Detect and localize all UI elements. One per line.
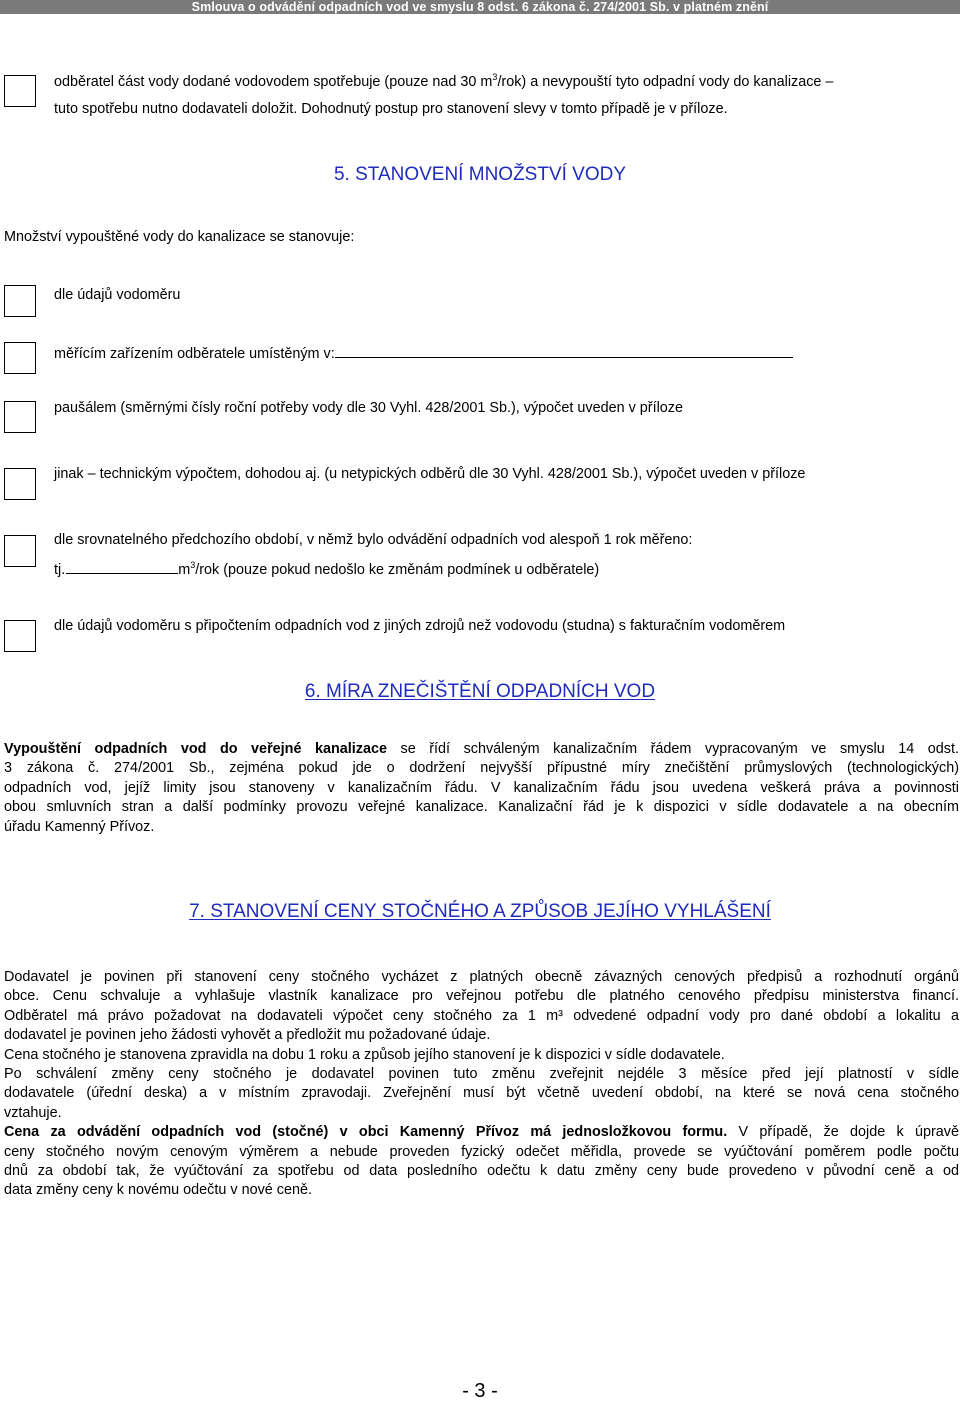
section-7-line-4-text: dodavatel je povinen jeho žádosti vyhovět a předložit mu požadované údaje. — [4, 1027, 491, 1044]
section-6-line-1-bold: Vypouštění odpadních vod do veřejné kanalizace — [4, 741, 387, 757]
section-7-line-8-text: vztahuje. — [4, 1104, 62, 1121]
section-7-line-11-text: dnů za období tak, že vyúčtování za spotřebu od data posledního odečtu k datu změny ceny bude provedeno v původní ceně a od — [4, 1163, 959, 1180]
intro-line-1-a: odběratel část vody dodané vodovodem spotřebuje (pouze nad 30 m — [54, 74, 493, 90]
option-technical-calculation: jinak – technickým výpočtem, dohodou aj. (u netypických odběrů dle 30 Vyhl. 428/2001 Sb.), výpočet uveden v příloze — [54, 466, 806, 482]
section-6-line-5: úřadu Kamenný Přívoz. — [4, 818, 155, 835]
section-6-line-1 — [4, 740, 959, 759]
section-6-line-1-text: se řídí schváleným kanalizačním řádem vypracovaným ve smyslu 14 odst. — [387, 741, 959, 757]
intro-line-1 — [54, 73, 833, 91]
section-7-line-2-text: obce. Cenu schvaluje a vyhlašuje vlastník kanalizace pro veřejnou potřebu dle platného cenového předpisu ministerstva financí. — [4, 988, 959, 1005]
section-7-line-11 — [4, 1162, 959, 1181]
section-7-line-9-bold: Cena za odvádění odpadních vod (stočné) v obci Kamenný Přívoz má jednosložkovou formu. — [4, 1124, 728, 1141]
section-7-line-9-text: V případě, že dojde k úpravě — [727, 1124, 959, 1141]
section-7-line-6 — [4, 1065, 959, 1084]
section-7-line-2 — [4, 987, 959, 1006]
option-previous-period-line-2 — [54, 559, 599, 579]
option-customer-meter — [54, 343, 793, 363]
section-7-line-5-text: Cena stočného je stanovena zpravidla na dobu 1 roku a způsob jejího stanovení je k dispozici v sídle dodavatele. — [4, 1046, 725, 1063]
section-5-title: 5. STANOVENÍ MNOŽSTVÍ VODY — [333, 164, 627, 185]
checkbox-technical-calculation[interactable] — [4, 468, 36, 500]
section-6-line-3: odpadních vod, jejíž limity jsou stanoveny v kanalizačním řádu. V kanalizačním řádu jsou uvedena veškerá práva a povinnosti — [4, 779, 959, 796]
section-7-body — [4, 968, 959, 1201]
section-5-lead: Množství vypouštěné vody do kanalizace se stanovuje: — [4, 229, 355, 245]
section-7-line-10-text: ceny stočného novým cenovým výměrem a nebude proveden fyzický odečet měřidla, provede se vyúčtování poměrem podle počtu — [4, 1143, 959, 1160]
checkbox-previous-period[interactable] — [4, 535, 36, 567]
checkbox-partial-consumption[interactable] — [4, 75, 36, 107]
section-7-line-3 — [4, 1007, 959, 1026]
previous-period-volume-field[interactable] — [66, 559, 178, 574]
section-7-line-5 — [4, 1046, 959, 1065]
tj-prefix: tj. — [54, 562, 66, 578]
section-7-line-4 — [4, 1026, 959, 1045]
cubic-unit-sup: 3 — [190, 560, 196, 570]
section-7-line-1 — [4, 968, 959, 987]
page-number: - 3 - — [462, 1380, 498, 1402]
section-6-body — [4, 740, 959, 837]
checkbox-lump-sum[interactable] — [4, 401, 36, 433]
customer-meter-location-field[interactable] — [335, 343, 793, 358]
section-7-line-6-text: Po schválení změny ceny stočného je dodavatel povinen tuto změnu zveřejnit nejdéle 3 měsíce před její platností v sídle — [4, 1066, 959, 1083]
section-7-line-12-text: data změny ceny k novému odečtu v nové ceně. — [4, 1182, 312, 1199]
section-7-line-12 — [4, 1181, 959, 1200]
option-previous-period: dle srovnatelného předchozího období, v němž bylo odvádění odpadních vod alespoň 1 rok měřeno: — [54, 532, 693, 548]
checkbox-water-meter[interactable] — [4, 285, 36, 317]
cubic-unit: m — [178, 562, 191, 578]
section-6-title: 6. MÍRA ZNEČIŠTĚNÍ ODPADNÍCH VOD — [304, 681, 656, 702]
previous-period-note: /rok (pouze pokud nedošlo ke změnám podmínek u odběratele) — [195, 562, 600, 578]
section-7-line-3-text: Odběratel má právo požadovat na dodavateli výpočet ceny stočného za 1 m³ odvedené odpadní vody pro dané období a lokalitu a — [4, 1007, 959, 1024]
section-6-line-2: 3 zákona č. 274/2001 Sb., zejména pokud jde o dodržení nejvyšší přípustné míry znečištění průmyslových (technologických) — [4, 760, 959, 777]
intro-line-1-sup: 3 — [492, 72, 498, 82]
option-water-meter: dle údajů vodoměru — [54, 287, 181, 303]
option-customer-meter-label: měřícím zařízením odběratele umístěným v: — [54, 346, 335, 362]
section-7-line-7 — [4, 1084, 959, 1103]
running-header: Smlouva o odvádění odpadních vod ve smyslu 8 odst. 6 zákona č. 274/2001 Sb. v platném znění — [0, 0, 960, 14]
section-7-line-7-text: dodavatele (úřední deska) a v místním zpravodaji. Zveřejnění musí být včetně uvedení období, na které se nová cena stočného — [4, 1085, 959, 1102]
checkbox-customer-meter[interactable] — [4, 342, 36, 374]
section-7-line-9 — [4, 1123, 959, 1142]
option-lump-sum: paušálem (směrnými čísly roční potřeby vody dle 30 Vyhl. 428/2001 Sb.), výpočet uveden v příloze — [54, 400, 683, 416]
option-meter-plus-other-sources: dle údajů vodoměru s připočtením odpadních vod z jiných zdrojů než vodovodu (studna) s fakturačním vodoměrem — [54, 618, 786, 634]
section-7-line-1-text: Dodavatel je povinen při stanovení ceny stočného vycházet z platných obecně závazných cenových předpisů a rozhodnutí orgánů — [4, 969, 959, 985]
section-6-line-4: obou smluvních stran a další podmínky provozu veřejné kanalizace. Kanalizační řád je k dispozici v sídle dodavatele a na obecním — [4, 799, 959, 816]
intro-line-2: tuto spotřebu nutno dodavateli doložit. Dohodnutý postup pro stanovení slevy v tomto případě je v příloze. — [54, 101, 728, 117]
intro-line-1-b: /rok) a nevypouští tyto odpadní vody do kanalizace – — [497, 74, 834, 90]
section-7-line-8 — [4, 1104, 959, 1123]
section-7-line-10 — [4, 1143, 959, 1162]
checkbox-meter-plus-other-sources[interactable] — [4, 620, 36, 652]
section-7-title: 7. STANOVENÍ CENY STOČNÉHO A ZPŮSOB JEJÍHO VYHLÁŠENÍ — [189, 901, 771, 922]
